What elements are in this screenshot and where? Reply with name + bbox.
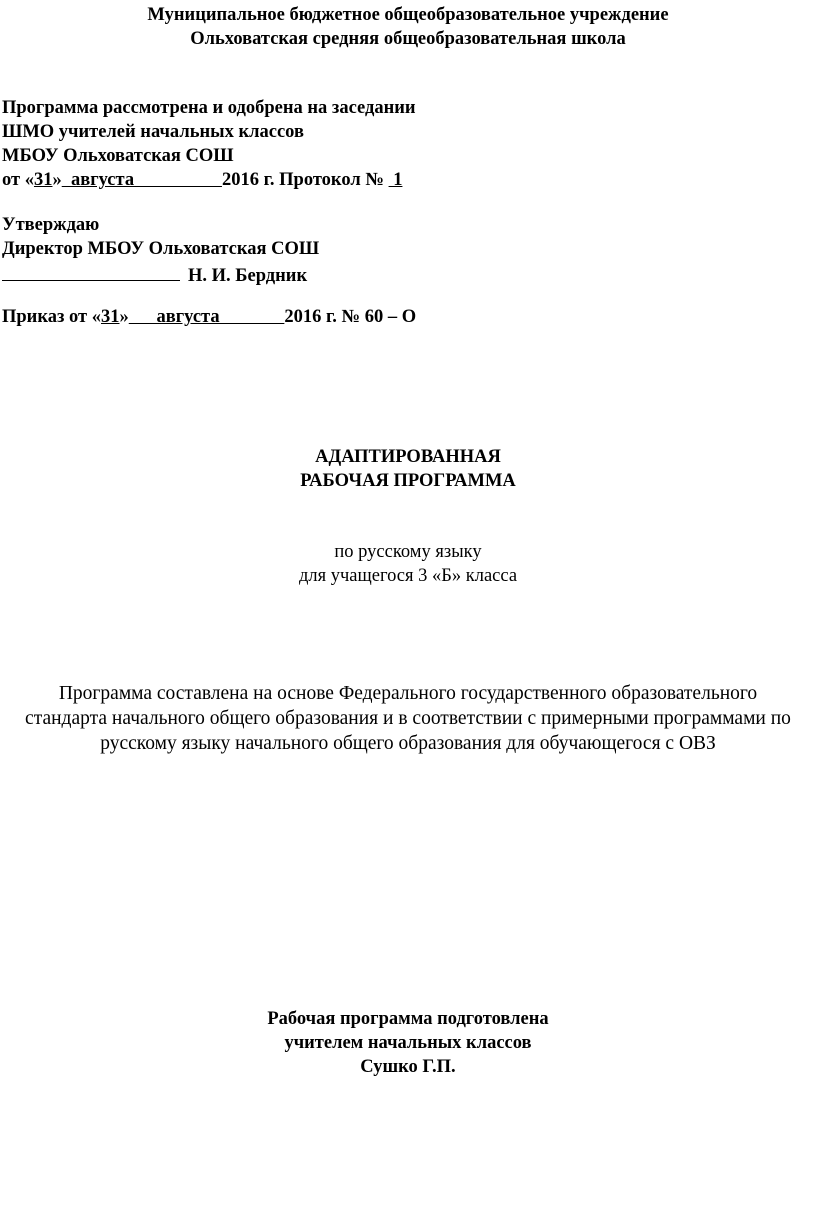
order-prefix: Приказ от «	[2, 307, 101, 327]
review-block	[2, 96, 416, 192]
review-line-1: Программа рассмотрена и одобрена на заседании	[2, 98, 416, 118]
protocol-number: 1	[388, 170, 403, 190]
approve-line-1: Утверждаю	[2, 215, 100, 235]
subject-line-1: по русскому языку	[334, 542, 482, 562]
review-date-quote: »	[52, 170, 62, 190]
school-header-line-1: Муниципальное бюджетное общеобразовательное учреждение	[147, 5, 669, 25]
order-day: 31	[101, 307, 120, 327]
title-line-2: РАБОЧАЯ ПРОГРАММА	[300, 471, 516, 491]
signer-name: Н. И. Бердник	[188, 266, 308, 286]
review-line-2: ШМО учителей начальных классов	[2, 122, 304, 142]
order-quote: »	[119, 307, 129, 327]
subject-block	[0, 540, 816, 588]
order-line	[2, 305, 416, 329]
order-line-text	[2, 305, 416, 329]
author-name: Сушко Г.П.	[360, 1057, 456, 1077]
basis-line-2: стандарта начального общего образования и в соответствии с примерными программами по	[25, 708, 791, 729]
document-title	[0, 445, 816, 493]
review-date-month: августа	[61, 170, 222, 190]
approval-block	[2, 213, 319, 285]
subject-line-2: для учащегося 3 «Б» класса	[298, 566, 518, 586]
school-header-line-2: Ольховатская средняя общеобразовательная школа	[190, 29, 626, 49]
school-header	[0, 3, 816, 51]
review-line-3: МБОУ Ольховатская СОШ	[2, 146, 234, 166]
signature-line	[2, 261, 319, 285]
review-date-day: 31	[33, 170, 53, 190]
author-line-2: учителем начальных классов	[284, 1033, 532, 1053]
author-line-1: Рабочая программа подготовлена	[267, 1009, 549, 1029]
order-month: августа	[128, 307, 285, 327]
approve-line-2: Директор МБОУ Ольховатская СОШ	[2, 239, 320, 259]
basis-line-3: русскому языку начального общего образования для обучающегося с ОВЗ	[100, 733, 716, 754]
author-block	[0, 1007, 816, 1079]
basis-paragraph	[0, 681, 816, 756]
signature-blank	[2, 261, 180, 281]
order-rest: 2016 г. № 60 – О	[284, 307, 417, 327]
review-date-prefix: от «	[2, 170, 34, 190]
basis-line-1: Программа составлена на основе Федерального государственного образовательного	[58, 683, 758, 704]
review-date-year: 2016 г. Протокол №	[221, 170, 389, 190]
title-line-1: АДАПТИРОВАННАЯ	[315, 447, 501, 467]
review-date-line	[2, 168, 416, 192]
